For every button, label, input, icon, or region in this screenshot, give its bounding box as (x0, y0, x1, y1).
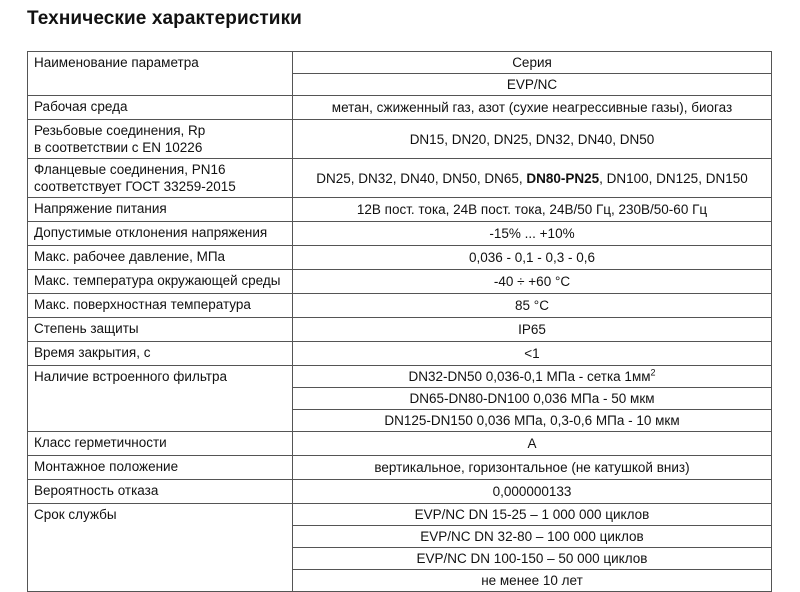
value-cell: EVP/NC DN 100-150 – 50 000 циклов (293, 548, 772, 570)
value-cell: DN15, DN20, DN25, DN32, DN40, DN50 (293, 120, 772, 159)
table-row (28, 456, 772, 480)
value-cell: 0,000000133 (293, 480, 772, 504)
table-row (28, 120, 772, 159)
table-row (28, 222, 772, 246)
value-highlight: DN80-PN25 (526, 170, 600, 186)
value-cell: A (293, 432, 772, 456)
param-cell: Срок службы (28, 504, 293, 592)
table-row (28, 198, 772, 222)
value-cell: EVP/NC DN 32-80 – 100 000 циклов (293, 526, 772, 548)
value-cell: 85 °C (293, 294, 772, 318)
value-cell: не менее 10 лет (293, 570, 772, 592)
header-param-cell: Наименование параметра (28, 52, 293, 96)
param-cell: Рабочая среда (28, 96, 293, 120)
param-cell: Степень защиты (28, 318, 293, 342)
table-row (28, 96, 772, 120)
spec-table (27, 51, 772, 592)
table-row (28, 270, 772, 294)
value-cell: 12В пост. тока, 24В пост. тока, 24В/50 Гц, 230В/50-60 Гц (293, 198, 772, 222)
param-cell: Напряжение питания (28, 198, 293, 222)
table-row (28, 246, 772, 270)
table-row (28, 504, 772, 526)
value-cell: метан, сжиженный газ, азот (сухие неагрессивные газы), биогаз (293, 96, 772, 120)
page-title: Технические характеристики (27, 8, 302, 29)
table-row (28, 52, 772, 74)
value-text: DN25, DN32, DN40, DN50, DN65, (316, 170, 527, 186)
table-row (28, 366, 772, 388)
value-cell: DN65-DN80-DN100 0,036 МПа - 50 мкм (293, 388, 772, 410)
value-cell: -15% ... +10% (293, 222, 772, 246)
param-cell: Макс. температура окружающей среды (28, 270, 293, 294)
value-cell: EVP/NC DN 15-25 – 1 000 000 циклов (293, 504, 772, 526)
param-line: в соответствии с EN 10226 (34, 140, 203, 155)
param-line: Резьбовые соединения, Rp (34, 123, 206, 138)
param-cell: Класс герметичности (28, 432, 293, 456)
table-row (28, 294, 772, 318)
param-line: Фланцевые соединения, PN16 (34, 162, 226, 177)
value-cell: DN125-DN150 0,036 МПа, 0,3-0,6 МПа - 10 мкм (293, 410, 772, 432)
header-series-value: EVP/NC (293, 74, 772, 96)
table-row (28, 480, 772, 504)
param-cell: Наличие встроенного фильтра (28, 366, 293, 432)
value-cell: вертикальное, горизонтальное (не катушкой вниз) (293, 456, 772, 480)
param-cell (28, 120, 293, 159)
param-line: соответствует ГОСТ 33259-2015 (34, 179, 236, 194)
table-row (28, 432, 772, 456)
value-cell: IP65 (293, 318, 772, 342)
param-cell: Вероятность отказа (28, 480, 293, 504)
value-cell: 0,036 - 0,1 - 0,3 - 0,6 (293, 246, 772, 270)
superscript: 2 (650, 367, 656, 378)
value-text: DN32-DN50 0,036-0,1 МПа - сетка 1мм (408, 369, 651, 384)
table-row (28, 318, 772, 342)
value-cell: <1 (293, 342, 772, 366)
value-cell (293, 366, 772, 388)
param-cell: Монтажное положение (28, 456, 293, 480)
param-cell: Допустимые отклонения напряжения (28, 222, 293, 246)
param-cell: Время закрытия, с (28, 342, 293, 366)
value-cell: -40 ÷ +60 °C (293, 270, 772, 294)
header-series-label: Серия (293, 52, 772, 74)
table-row (28, 159, 772, 198)
value-cell (293, 159, 772, 198)
value-text: , DN100, DN125, DN150 (599, 170, 748, 186)
table-row (28, 342, 772, 366)
param-cell: Макс. рабочее давление, МПа (28, 246, 293, 270)
param-cell (28, 159, 293, 198)
param-cell: Макс. поверхностная температура (28, 294, 293, 318)
